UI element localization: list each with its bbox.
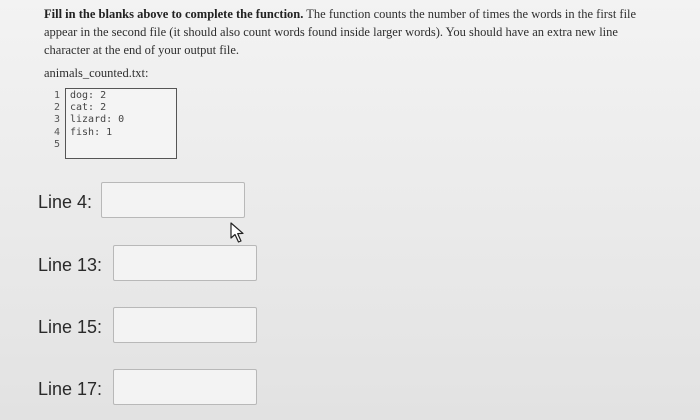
line-number: 5 (53, 138, 60, 150)
line-number: 2 (53, 102, 60, 114)
line-15-input[interactable] (113, 307, 257, 343)
instructions-bold-lead: Fill in the blanks above to complete the function. (44, 7, 304, 21)
line-number: 4 (53, 126, 60, 138)
mouse-pointer-icon (229, 222, 247, 244)
code-line: dog: 2 (70, 90, 107, 101)
file-name: animals_counted.txt: (44, 66, 149, 80)
code-line: lizard: 0 (70, 114, 125, 126)
instructions-body: The function counts the number of times the words in the first file appear in the second file (it should also count words found inside larger words). You should have an extra new line character at the end of your output file. (44, 7, 637, 57)
code-line: fish: 1 (70, 126, 113, 138)
code-box (65, 88, 177, 159)
line-number: 3 (53, 114, 60, 126)
line-4-label: Line 4: (38, 192, 93, 212)
line-number: 1 (53, 90, 60, 101)
line-17-label: Line 17: (38, 379, 103, 399)
code-line: cat: 2 (70, 102, 107, 114)
line-13-input[interactable] (113, 245, 257, 281)
line-13-label: Line 13: (38, 255, 103, 275)
line-15-label: Line 15: (38, 317, 103, 337)
code-line (70, 139, 176, 151)
line-17-input[interactable] (113, 369, 257, 405)
line-4-input[interactable] (101, 182, 245, 218)
line-number-gutter (44, 90, 60, 151)
question-instructions (44, 5, 644, 59)
